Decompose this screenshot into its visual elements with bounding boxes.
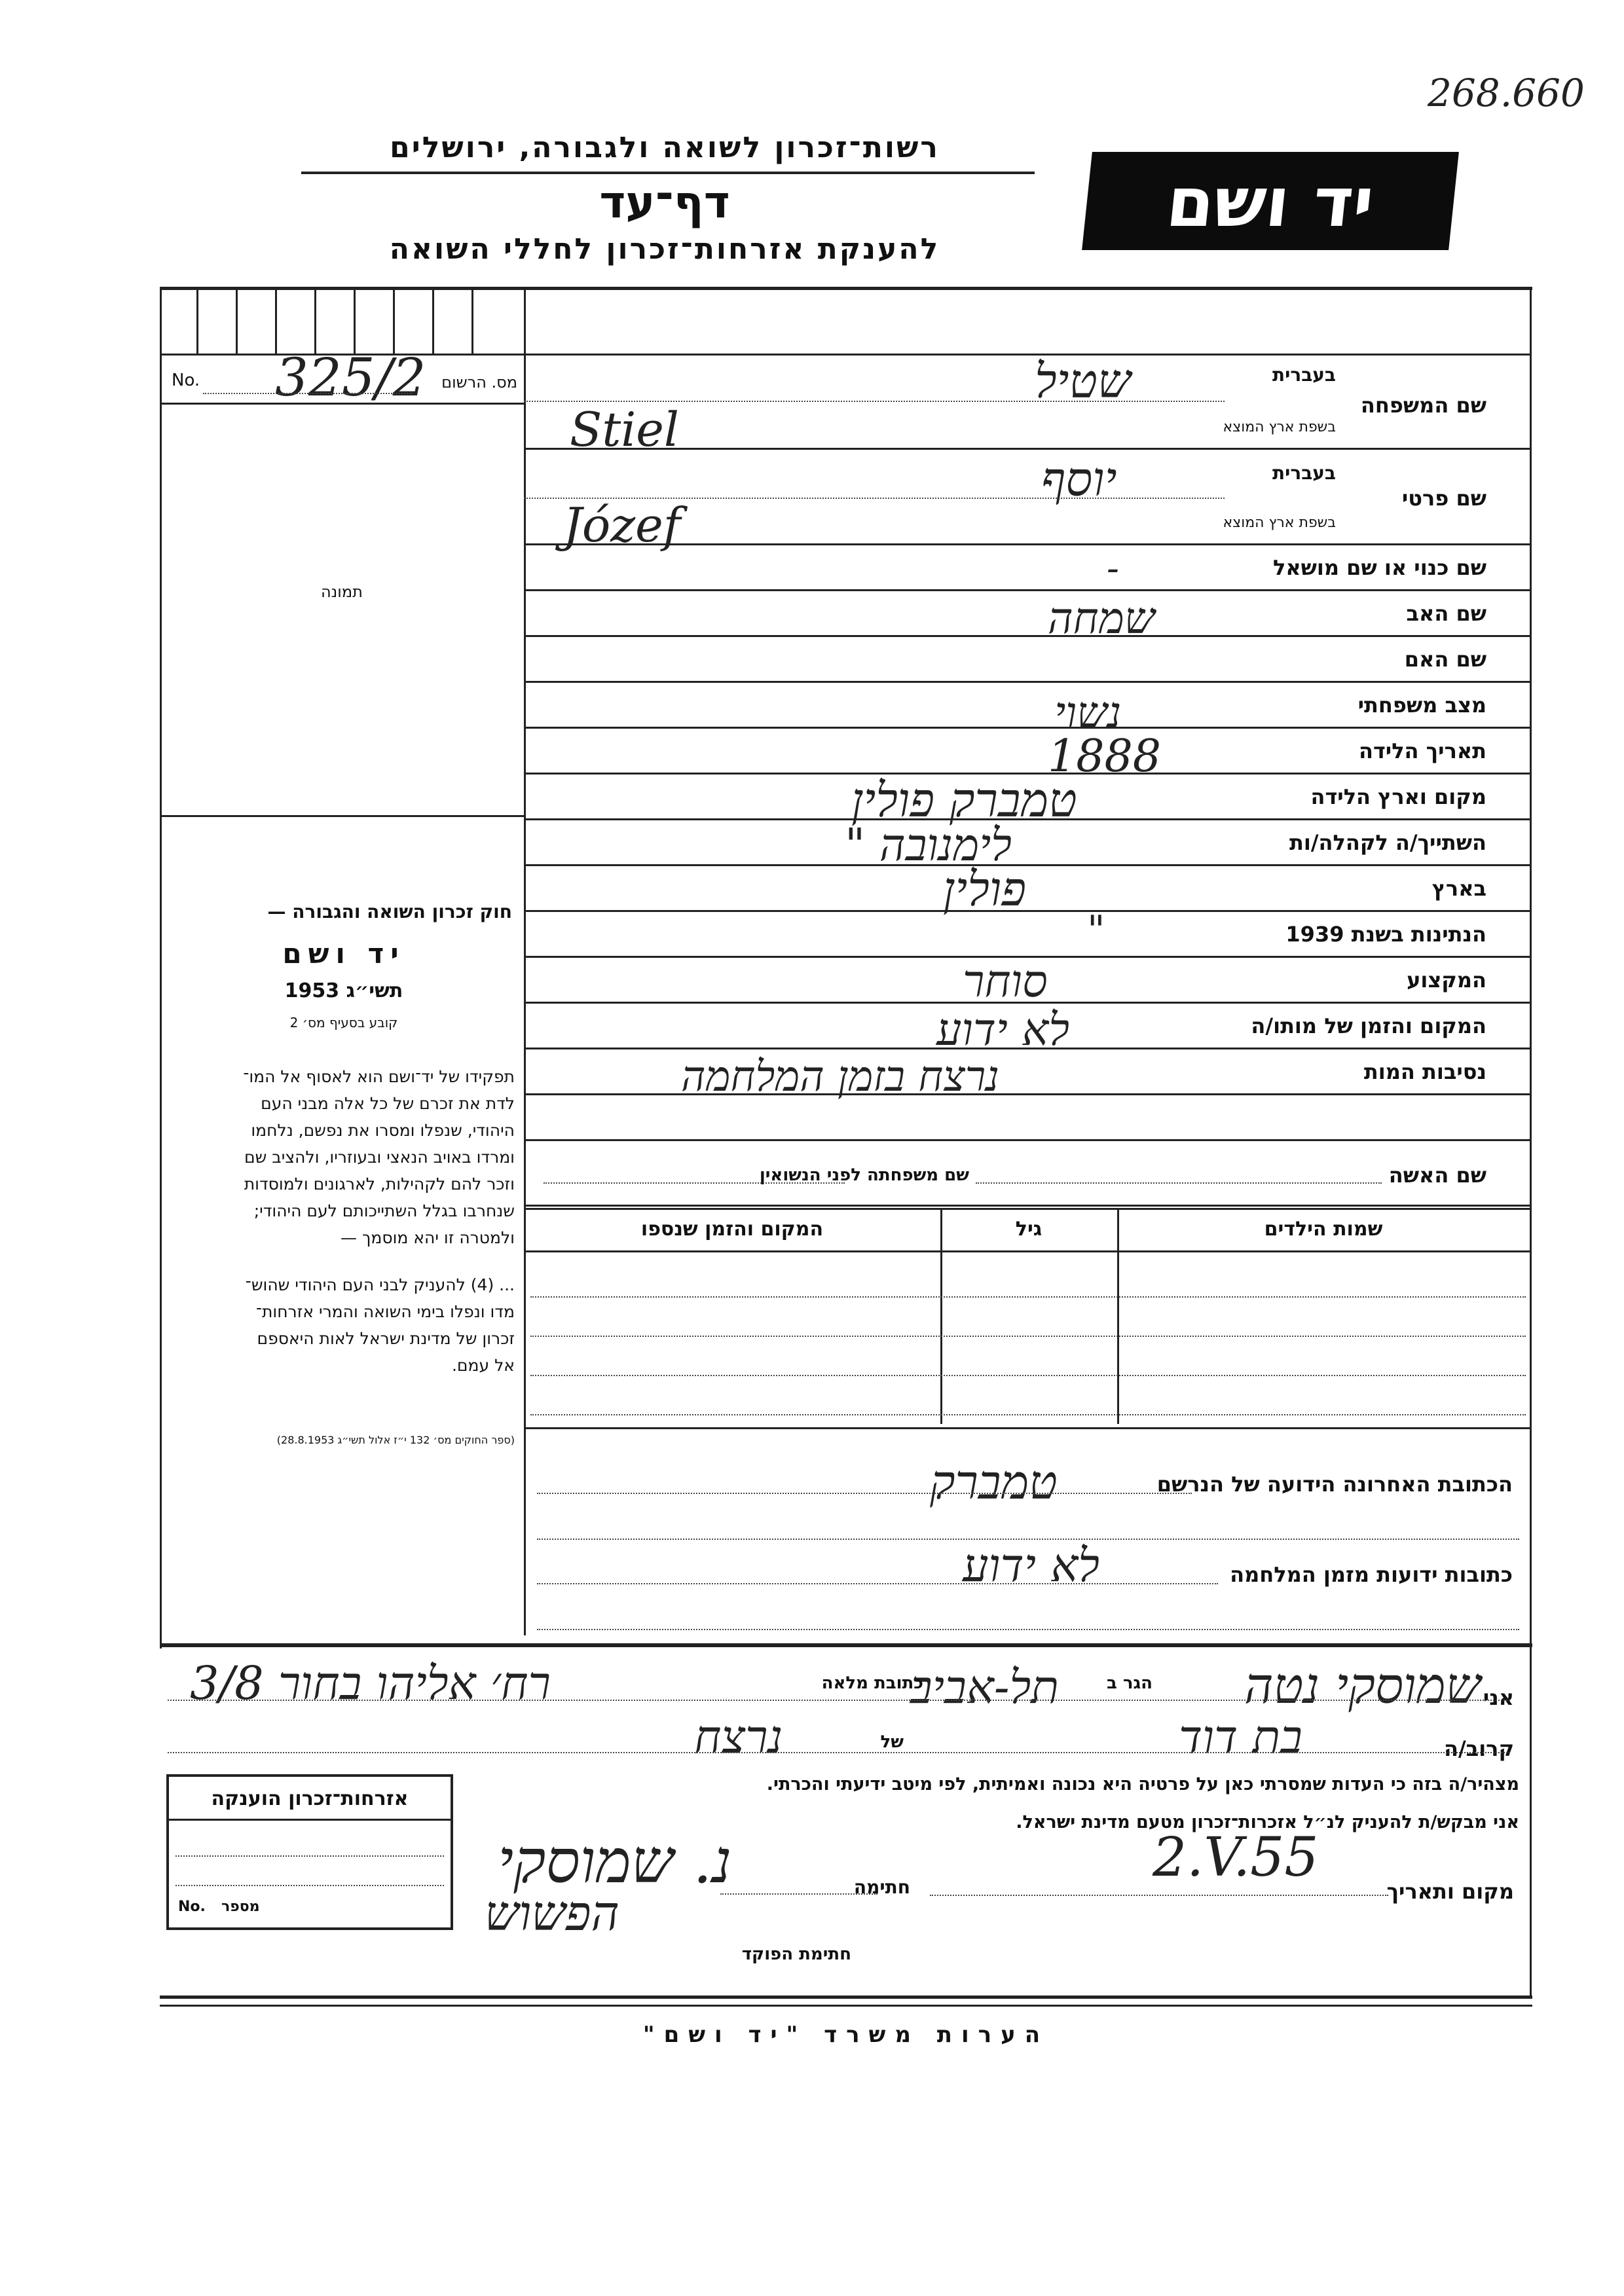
granted-number-label: מספר [221, 1899, 260, 1915]
wife-line [544, 1182, 845, 1184]
law-line: וזכר להם לקהילות, לארגונים ולמוסדות [244, 1175, 515, 1194]
citizenship-label: הנתינות בשנת 1939 [1285, 922, 1486, 947]
relative-line [168, 1752, 1510, 1753]
declarant-signature[interactable]: נ. שמוסקי [498, 1827, 732, 1897]
wife-label: שם האשה [1388, 1163, 1486, 1188]
law-line: ומרדו באויב הנאצי ובעוזריו, ולהציב שם [244, 1148, 515, 1167]
children-header-age: גיל [1015, 1218, 1043, 1241]
birthplace-label: מקום וארץ הלידה [1310, 784, 1486, 809]
firstname-hebrew-value[interactable]: יוסף [1041, 452, 1117, 507]
row-line [524, 681, 1530, 683]
frame-left [160, 287, 162, 1649]
law-body [172, 1063, 515, 1251]
authority-title: רשות־זכרון לשואה ולגבורה, ירושלים [390, 131, 940, 164]
children-table-top [524, 1208, 1530, 1210]
grid-cell [471, 287, 473, 354]
children-table-bottom [524, 1427, 1530, 1429]
office-remarks: הערות משרד "יד ושם" [642, 2022, 1050, 2048]
row-line [524, 910, 1530, 912]
birthplace-value[interactable]: טמברק פולין [851, 773, 1077, 828]
citizenship-granted-box [166, 1774, 453, 1930]
surname-hebrew-label: בעברית [1272, 364, 1336, 386]
registration-line [203, 393, 413, 394]
nickname-label: שם כנוי או שם מושאל [1272, 555, 1486, 580]
law-year: תשי״ג 1953 [284, 979, 403, 1002]
table-row[interactable] [530, 1296, 1526, 1298]
law-clause-line: אל עמם. [451, 1356, 515, 1375]
granted-box-line [175, 1885, 444, 1886]
country-value[interactable]: פולין [943, 862, 1027, 917]
grid-cell [236, 287, 238, 354]
granted-no-label: No. [178, 1899, 206, 1915]
law-citation: (ספר החוקים מס׳ 132 י״ז אלול תשי״ג 28.8.1953) [276, 1434, 515, 1446]
profession-value[interactable]: סוחר [963, 956, 1048, 1008]
father-value[interactable]: שמחה [1048, 593, 1155, 644]
table-row[interactable] [530, 1375, 1526, 1376]
declarant-resides-label: הגר ב [1106, 1673, 1153, 1693]
law-clause-line: ... (4) להעניק לבני העם היהודי שהוש־ [245, 1275, 515, 1294]
officer-label: חתימת הפוקד [741, 1944, 851, 1964]
community-label: השתייך/ה לקהלה/ות [1289, 830, 1486, 855]
surname-origin-label: בשפת ארץ המוצא [1223, 419, 1336, 435]
registration-label: מס. הרשום [441, 373, 517, 392]
photo-box-bottom [160, 815, 524, 817]
request-text: אני מבקש/ת להעניק לנ״ל אזכרות־זכרון מטעם מדינת ישראל. [1016, 1812, 1519, 1832]
marital-label: מצב משפחתי [1357, 693, 1486, 718]
declarant-address[interactable]: רח׳ אליהו בחור 3/8 [190, 1656, 551, 1710]
law-line: היהודי, שנפלו ומסרו את נפשם, נלחמו [251, 1121, 515, 1140]
registration-box-bottom [160, 403, 524, 405]
law-title: חוק זכרון השואה והגבורה — [267, 901, 512, 922]
birthdate-value[interactable]: 1888 [1048, 731, 1162, 782]
footer-line [160, 1995, 1532, 1999]
law-clause [172, 1271, 515, 1379]
registration-number[interactable]: 325/2 [275, 347, 426, 408]
last-address-value[interactable]: טמברק [930, 1455, 1058, 1510]
citizenship-value[interactable]: " [1087, 907, 1105, 953]
relative-value[interactable]: בת דוד [1179, 1710, 1302, 1764]
yad-vashem-logo [1082, 152, 1459, 250]
grid-cell [275, 287, 277, 354]
granted-box-divider [169, 1819, 451, 1821]
declarant-address-label: כתובת מלאה [821, 1673, 923, 1693]
of-value[interactable]: נרצח [694, 1710, 783, 1764]
firstname-origin-value[interactable]: Józef [563, 498, 681, 553]
grid-cell [393, 287, 395, 354]
row-line [524, 1205, 1530, 1207]
row-line [524, 635, 1530, 637]
grid-cell [354, 287, 356, 354]
address-line [537, 1583, 1218, 1584]
address-line [537, 1629, 1519, 1630]
firstname-hebrew-label: בעברית [1272, 462, 1336, 484]
granted-box-line [175, 1855, 444, 1857]
wife-line [976, 1182, 1382, 1184]
of-label: של [880, 1732, 904, 1752]
law-line: לדת את זכרם של כל אלה מבני העם [261, 1094, 515, 1113]
last-address-label: הכתובת האחרונה הידועה של הנרשם [1156, 1472, 1513, 1497]
archive-number: 268.660 [1428, 71, 1585, 115]
community-value[interactable]: לימנובה " [845, 820, 1012, 871]
law-name: יד ושם [282, 938, 405, 970]
wartime-address-value[interactable]: לא ידוע [963, 1539, 1100, 1592]
law-line: שנחרבו בגלל השתייכותם לעם היהודי; [253, 1201, 515, 1220]
firstname-label: שם פרטי [1401, 486, 1486, 511]
nickname-value[interactable]: - [1107, 547, 1119, 590]
form-title: דף־עד [599, 177, 730, 228]
law-section: קובע בסעיף מס׳ 2 [289, 1015, 398, 1030]
law-clause-line: מדו ונפלו בימי השואה והמרי אזרחות־ [255, 1302, 515, 1321]
children-header-line [524, 1250, 1530, 1252]
declaration-text: מצהיר/ה בזה כי העדות שמסרתי כאן על פרטיה היא נכונה ואמיתית, לפי מיטב ידיעתי והכרתי. [766, 1774, 1519, 1795]
row-line [524, 864, 1530, 866]
granted-box-title: אזרחות־זכרון הוענקה [211, 1787, 409, 1810]
law-clause-line: זכרון של מדינת ישראל לאות היאספם [257, 1329, 515, 1348]
form-subtitle: להענקת אזרחות־זכרון לחללי השואה [389, 232, 940, 266]
surname-label: שם המשפחה [1360, 393, 1486, 418]
declarant-line [168, 1700, 1510, 1701]
circumstances-label: נסיבות המות [1363, 1059, 1486, 1084]
footer-line [160, 2005, 1532, 2007]
grid-cell [432, 287, 434, 354]
father-label: שם האב [1406, 601, 1486, 626]
wife-maiden-label: שם משפחתה לפני הנשואין [759, 1165, 969, 1185]
logo-text: יד ושם [1162, 162, 1378, 242]
table-row[interactable] [530, 1414, 1526, 1415]
relative-label: קרוב/ה [1444, 1736, 1514, 1761]
profession-label: המקצוע [1407, 968, 1486, 993]
signature-line [720, 1893, 877, 1895]
death-value[interactable]: לא ידוע [936, 1004, 1070, 1056]
row-line [524, 589, 1530, 591]
surname-hebrew-value[interactable]: שטיל [1035, 354, 1132, 409]
frame-top [160, 287, 1532, 290]
circumstances-value[interactable]: נרצח בזמן המלחמה [681, 1053, 999, 1101]
photo-label: תמונה [321, 583, 363, 601]
firstname-origin-label: בשפת ארץ המוצא [1223, 515, 1336, 531]
grid-cell [314, 287, 316, 354]
place-date-label: מקום ותאריך [1386, 1879, 1514, 1904]
row-line [524, 727, 1530, 729]
registration-no-label: No. [172, 371, 200, 390]
mother-label: שם האם [1404, 647, 1486, 672]
law-line: ולמטרה זו יהא מוסמך — [341, 1228, 515, 1247]
section-divider [160, 1643, 1532, 1647]
signature-label: חתימה [853, 1876, 910, 1898]
declarant-name[interactable]: שמוסקי נטה [1244, 1656, 1481, 1715]
grid-cell [196, 287, 198, 354]
marital-value[interactable]: נשוי [1054, 687, 1122, 738]
table-row[interactable] [530, 1336, 1526, 1337]
declarant-city[interactable]: תל-אביב [910, 1660, 1059, 1714]
address-line [537, 1493, 1192, 1494]
children-header-names: שמות הילדים [1264, 1218, 1383, 1241]
birthdate-label: תאריך הלידה [1358, 738, 1486, 763]
children-header-place: המקום והזמן שנספו [640, 1218, 824, 1241]
declarant-i-label: אני [1483, 1685, 1514, 1710]
row-line [524, 1139, 1530, 1141]
wartime-address-label: כתובות ידועות מזמן המלחמה [1230, 1562, 1513, 1587]
declarant-date[interactable]: 2.V.55 [1153, 1827, 1319, 1889]
surname-origin-value[interactable]: Stiel [570, 402, 679, 457]
country-label: בארץ [1431, 876, 1486, 901]
death-label: המקום והזמן של מותו/ה [1251, 1013, 1486, 1038]
frame-divider [524, 287, 526, 1635]
date-line [930, 1895, 1388, 1896]
frame-right [1530, 287, 1532, 1995]
row-line [524, 1093, 1530, 1095]
officer-signature[interactable]: הפשוש [485, 1886, 619, 1942]
authority-underline [301, 172, 1035, 174]
law-line: תפקידו של יד־ושם הוא לאסוף אל המו־ [243, 1067, 515, 1086]
